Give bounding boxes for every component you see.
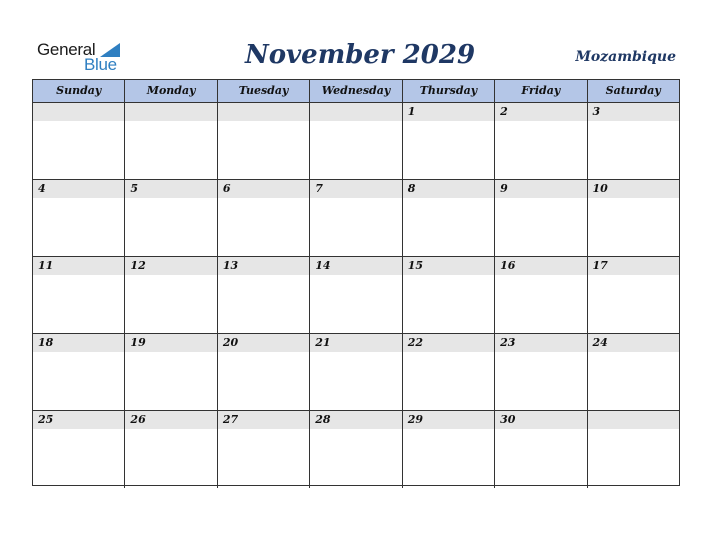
day-number: 12: [130, 259, 146, 272]
day-cell: [218, 103, 310, 179]
day-number: 10: [592, 182, 608, 195]
weekday-monday: Monday: [125, 80, 217, 102]
day-cell: [125, 411, 217, 488]
day-number: 20: [222, 336, 239, 349]
day-cell: [33, 103, 125, 179]
weekday-sunday: Sunday: [33, 80, 125, 102]
day-number: 5: [130, 182, 139, 195]
day-number: 9: [500, 182, 508, 195]
day-number: 1: [407, 105, 416, 118]
day-number: 26: [130, 413, 146, 426]
day-number: 7: [315, 182, 323, 195]
weekday-saturday: Saturday: [605, 84, 661, 97]
weekday-header: [33, 80, 679, 103]
day-number: 16: [500, 259, 516, 272]
day-number: 15: [407, 259, 423, 272]
day-cell: [403, 103, 495, 179]
weekday-tuesday: Tuesday: [218, 80, 310, 102]
day-number: 25: [38, 413, 54, 426]
week-row: [33, 334, 679, 411]
weekday-thursday: Thursday: [403, 80, 495, 102]
week-row: [33, 411, 679, 488]
week-row: [33, 103, 679, 180]
logo-text-general: General: [37, 40, 96, 59]
calendar-grid: [32, 79, 680, 486]
day-number: 17: [592, 259, 608, 272]
day-cell: [588, 334, 679, 410]
day-cell: [310, 334, 402, 410]
week-row: [33, 180, 679, 257]
day-number: 13: [222, 259, 239, 272]
weekday-wednesday: Wednesday: [310, 80, 402, 102]
day-cell: [310, 103, 402, 179]
day-cell: [125, 334, 217, 410]
day-number: 21: [315, 336, 331, 349]
page-title: November 2029: [244, 40, 476, 70]
day-cell: [588, 411, 679, 488]
day-cell: [218, 411, 310, 488]
day-number: 29: [407, 413, 423, 426]
day-cell: [403, 257, 495, 333]
day-number: 22: [407, 336, 423, 349]
day-number: 14: [315, 259, 331, 272]
day-cell: [33, 180, 125, 256]
day-number: 23: [500, 336, 516, 349]
day-cell: [33, 334, 125, 410]
day-number: 2: [500, 105, 508, 118]
day-cell: [218, 180, 310, 256]
day-cell: [125, 257, 217, 333]
day-cell: [33, 257, 125, 333]
day-cell: [495, 257, 587, 333]
day-cell: [33, 411, 125, 488]
logo: [37, 40, 127, 74]
day-cell: [495, 180, 587, 256]
day-number: 30: [500, 413, 516, 426]
day-cell: [125, 103, 217, 179]
day-cell: [588, 103, 679, 179]
day-number: 3: [592, 105, 601, 118]
day-cell: [403, 411, 495, 488]
day-cell: [218, 334, 310, 410]
day-number: 24: [592, 336, 608, 349]
day-cell: [495, 334, 587, 410]
day-number: 6: [222, 182, 231, 195]
day-cell: [495, 411, 587, 488]
day-cell: [588, 180, 679, 256]
day-cell: [125, 180, 217, 256]
day-number: 8: [407, 182, 416, 195]
country-label: Mozambique: [575, 49, 676, 65]
day-cell: [588, 257, 679, 333]
day-cell: [310, 257, 402, 333]
logo-text-blue: Blue: [84, 55, 117, 74]
day-number: 18: [38, 336, 54, 349]
day-number: 28: [315, 413, 331, 426]
day-cell: [403, 334, 495, 410]
day-number: 19: [130, 336, 146, 349]
week-row: [33, 257, 679, 334]
day-cell: [218, 257, 310, 333]
day-number: 27: [222, 413, 239, 426]
weekday-friday: Friday: [495, 80, 587, 102]
day-cell: [403, 180, 495, 256]
day-cell: [310, 180, 402, 256]
day-cell: [495, 103, 587, 179]
day-number: 4: [38, 182, 46, 195]
day-number: 11: [38, 259, 54, 272]
day-cell: [310, 411, 402, 488]
